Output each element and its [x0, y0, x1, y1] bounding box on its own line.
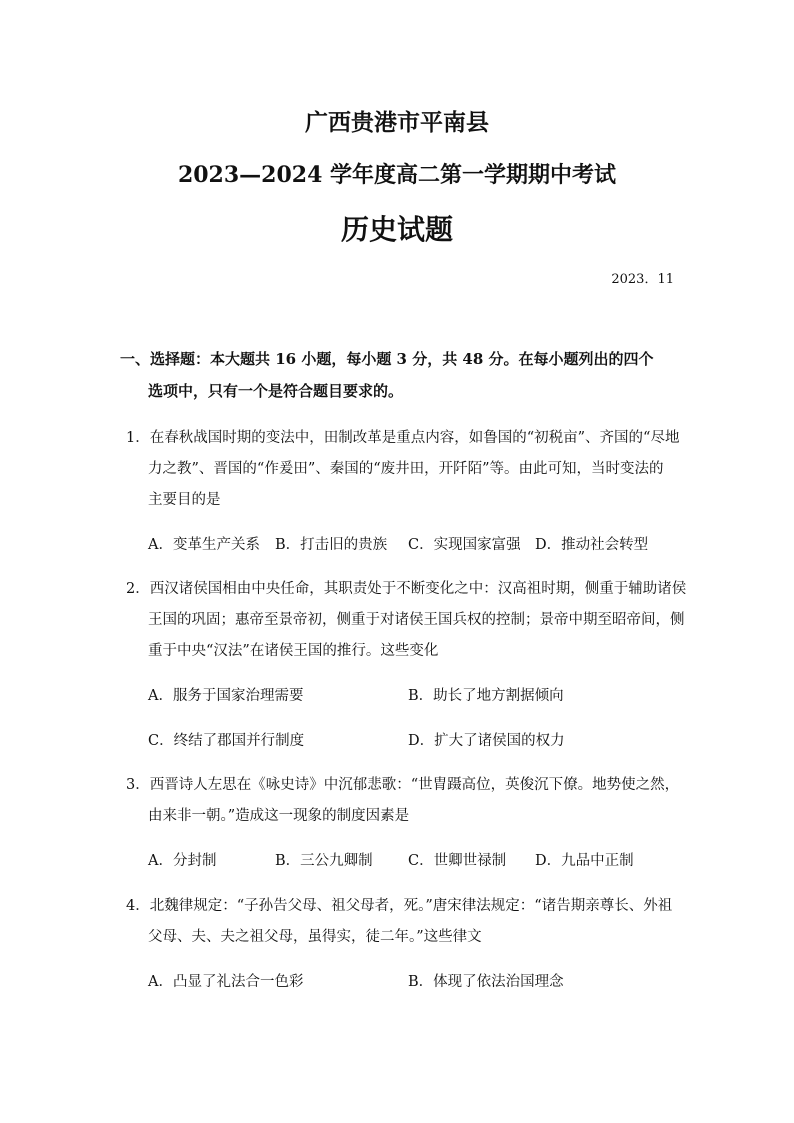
question-3-option-d[interactable]: D．九品中正制 — [535, 853, 634, 869]
question-1-option-c[interactable]: C．实现国家富强 — [408, 537, 521, 553]
question-1-option-d[interactable]: D．推动社会转型 — [535, 537, 649, 553]
question-3-line1: 3．西晋诗人左思在《咏史诗》中沉郁悲歌：“世胄蹑高位，英俊沉下僚。地势使之然， — [126, 777, 680, 793]
question-2-line3: 重于中央“汉法”在诸侯王国的推行。这些变化 — [148, 643, 439, 659]
question-3-line2: 由来非一朝。”造成这一现象的制度因素是 — [148, 808, 410, 824]
question-1-line1: 1．在春秋战国时期的变法中，田制改革是重点内容，如鲁国的“初税亩”、齐国的“尽地 — [126, 430, 680, 446]
question-2-line2: 王国的巩固；惠帝至景帝初，侧重于对诸侯王国兵权的控制；景帝中期至昭帝间，侧 — [148, 612, 685, 628]
question-1-line3: 主要目的是 — [148, 492, 221, 508]
exam-name-title: 2023—2024 学年度高二第一学期期中考试 — [177, 162, 617, 188]
exam-region-title: 广西贵港市平南县 — [305, 109, 489, 136]
subject-title: 历史试题 — [340, 213, 453, 246]
question-3-option-b[interactable]: B．三公九卿制 — [275, 853, 373, 869]
question-2-option-c[interactable]: C．终结了郡国并行制度 — [148, 733, 305, 749]
question-4-line1: 4．北魏律规定：“子孙告父母、祖父母者，死。”唐宋律法规定：“诸告期亲尊长、外祖 — [126, 898, 673, 914]
question-2-line1: 2．西汉诸侯国相由中央任命，其职责处于不断变化之中：汉高祖时期，侧重于辅助诸侯 — [126, 581, 687, 597]
question-4-line2: 父母、夫、夫之祖父母，虽得实，徒二年。”这些律文 — [148, 929, 482, 945]
question-2-option-d[interactable]: D．扩大了诸侯国的权力 — [408, 733, 565, 749]
question-1-option-a[interactable]: A．变革生产关系 — [148, 537, 260, 553]
question-4-option-a[interactable]: A．凸显了礼法合一色彩 — [148, 974, 304, 990]
question-4-option-b[interactable]: B．体现了依法治国理念 — [408, 974, 564, 990]
question-2-option-b[interactable]: B．助长了地方割据倾向 — [408, 688, 564, 704]
question-3-option-a[interactable]: A．分封制 — [148, 853, 217, 869]
section-heading-line2: 选项中，只有一个是符合题目要求的。 — [148, 382, 404, 400]
question-1-line2: 力之教”、晋国的“作爰田”、秦国的“废井田，开阡陌”等。由此可知，当时变法的 — [148, 461, 664, 477]
question-2-option-a[interactable]: A．服务于国家治理需要 — [148, 688, 304, 704]
exam-date: 2023．11 — [611, 272, 674, 287]
section-heading-line1: 一、选择题：本大题共 16 小题，每小题 3 分，共 48 分。在每小题列出的四个 — [120, 350, 654, 368]
question-1-option-b[interactable]: B．打击旧的贵族 — [275, 537, 388, 553]
question-3-option-c[interactable]: C．世卿世禄制 — [408, 853, 507, 869]
